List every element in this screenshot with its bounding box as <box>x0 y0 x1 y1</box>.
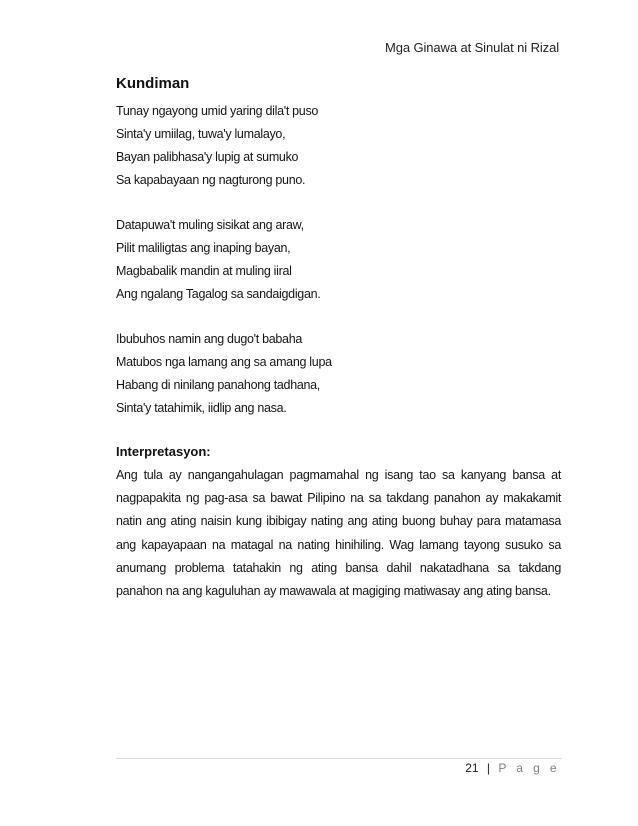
poem-line: Pilit maliligtas ang inaping bayan, <box>116 241 291 255</box>
poem-line: Ibubuhos namin ang dugo't babaha <box>116 332 303 346</box>
footer-separator: | <box>486 761 491 775</box>
poem-line: Matubos nga lamang ang sa amang lupa <box>116 355 332 369</box>
poem-line: Habang di ninilang panahong tadhana, <box>116 378 320 392</box>
poem-line: Tunay ngayong umid yaring dila't puso <box>116 104 319 118</box>
interpretation-body: Ang tula ay nangangahulagan pagmamahal ng isang tao sa kanyang bansa at nagpapakita ng pag-asa sa bawat Pilipino na sa takdang panahon ay makakamit natin ang ating naisin kung ibibigay nating ang ating buong buhay para matamasa ang kapayapaan na matagal na nating hinihiling. Wag lamang tayong susuko sa anumang problema tatahakin ng ating bansa dahil nakatadhana sa takdang panahon na ang kaguluhan ay mawawala at magiging matiwasay ang ating bansa. <box>116 468 561 599</box>
poem-line: Ang ngalang Tagalog sa sandaigdigan. <box>116 287 321 301</box>
page-number: 21 <box>465 761 479 775</box>
poem-stanza <box>116 100 561 192</box>
poem-line: Sinta'y umiilag, tuwa'y lumalayo, <box>116 127 286 141</box>
footer-divider <box>116 758 562 759</box>
interpretation-heading: Interpretasyon: <box>116 444 211 459</box>
poem-line: Sa kapabayaan ng nagturong puno. <box>116 173 306 187</box>
poem-line: Bayan palibhasa'y lupig at sumuko <box>116 150 299 164</box>
page-label: P a g e <box>498 761 560 775</box>
poem-stanza <box>116 214 561 306</box>
poem-stanza <box>116 328 561 420</box>
poem-title: Kundiman <box>116 75 190 92</box>
running-header: Mga Ginawa at Sinulat ni Rizal <box>384 40 559 55</box>
page-content <box>116 74 561 603</box>
poem-line: Datapuwa't muling sisikat ang araw, <box>116 218 304 232</box>
poem-line: Magbabalik mandin at muling iiral <box>116 264 292 278</box>
poem-line: Sinta'y tatahimik, iidlip ang nasa. <box>116 401 287 415</box>
page-footer <box>465 760 560 776</box>
